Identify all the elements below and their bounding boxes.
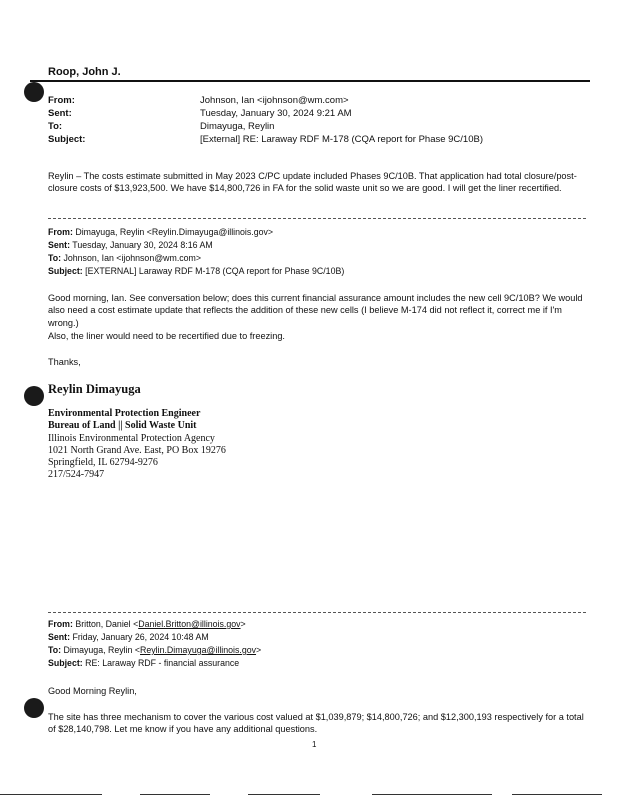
page-number: 1 bbox=[312, 740, 317, 749]
signature-phone: 217/524-7947 bbox=[48, 469, 105, 480]
msg3-from-email-link[interactable]: Daniel.Britton@illinois.gov bbox=[138, 619, 241, 629]
msg2-sent: Sent: Tuesday, January 30, 2024 8:16 AM bbox=[48, 240, 213, 250]
footer-line bbox=[140, 794, 210, 795]
header-rule bbox=[30, 80, 590, 82]
header-subject-value: [External] RE: Laraway RDF M-178 (CQA report for Phase 9C/10B) bbox=[200, 134, 483, 145]
msg2-closing: Thanks, bbox=[48, 357, 81, 367]
msg3-sent: Sent: Friday, January 26, 2024 10:48 AM bbox=[48, 632, 209, 642]
punch-hole-mark bbox=[24, 386, 44, 406]
msg3-body: The site has three mechanism to cover the various cost valued at $1,039,879; $14,800,726; and $12,300,193 respectively for a total of $28,140,798. Let me know if you have any additional questions. bbox=[48, 712, 584, 735]
footer-line bbox=[0, 794, 102, 795]
header-sent-label: Sent: bbox=[48, 108, 72, 119]
header-to-label: To: bbox=[48, 121, 63, 132]
msg2-subject: Subject: [EXTERNAL] Laraway RDF M-178 (CQA report for Phase 9C/10B) bbox=[48, 266, 345, 276]
msg3-greeting: Good Morning Reylin, bbox=[48, 686, 137, 696]
footer-line bbox=[248, 794, 320, 795]
punch-hole-mark bbox=[24, 698, 44, 718]
msg2-from: From: Dimayuga, Reylin <Reylin.Dimayuga@illinois.gov> bbox=[48, 227, 274, 237]
msg2-body-p1: Good morning, Ian. See conversation below; does this current financial assurance amount includes the new cell 9C/10B? We would also need a cost estimate update that reflects the addition of these new cells (I believe M-174 did not reflect it, correct me if I'm wrong.) bbox=[48, 293, 583, 328]
msg3-to: To: Dimayuga, Reylin <Reylin.Dimayuga@illinois.gov> bbox=[48, 645, 262, 655]
header-from-label: From: bbox=[48, 95, 75, 106]
header-sent-value: Tuesday, January 30, 2024 9:21 AM bbox=[200, 108, 352, 119]
signature-agency: Illinois Environmental Protection Agency bbox=[48, 433, 215, 444]
msg3-to-email-link[interactable]: Reylin.Dimayuga@illinois.gov bbox=[140, 645, 257, 655]
separator bbox=[48, 612, 586, 613]
header-subject-label: Subject: bbox=[48, 134, 86, 145]
msg3-from: From: Britton, Daniel <Daniel.Britton@illinois.gov> bbox=[48, 619, 246, 629]
signature-name: Reylin Dimayuga bbox=[48, 382, 141, 396]
msg2-body-p2: Also, the liner would need to be recertified due to freezing. bbox=[48, 331, 285, 341]
signature-address2: Springfield, IL 62794-9276 bbox=[48, 457, 158, 468]
signature-address1: 1021 North Grand Ave. East, PO Box 19276 bbox=[48, 445, 226, 456]
signature-bureau: Bureau of Land || Solid Waste Unit bbox=[48, 420, 197, 431]
reply-body: Reylin – The costs estimate submitted in May 2023 C/PC update included Phases 9C/10B. That application had total closure/post-closure costs of $13,923,500. We have $14,800,726 in FA for the solid waste unit so we are good. I will get the liner recertified. bbox=[48, 171, 577, 194]
footer-line bbox=[512, 794, 602, 795]
punch-hole-mark bbox=[24, 82, 44, 102]
footer-line bbox=[372, 794, 492, 795]
msg2-to: To: Johnson, Ian <ijohnson@wm.com> bbox=[48, 253, 202, 263]
signature-title: Environmental Protection Engineer bbox=[48, 408, 201, 419]
msg3-subject: Subject: RE: Laraway RDF - financial assurance bbox=[48, 658, 240, 668]
sender-name: Roop, John J. bbox=[48, 66, 121, 78]
header-to-value: Dimayuga, Reylin bbox=[200, 121, 275, 132]
header-from-value: Johnson, Ian <ijohnson@wm.com> bbox=[200, 95, 349, 106]
separator bbox=[48, 218, 586, 219]
